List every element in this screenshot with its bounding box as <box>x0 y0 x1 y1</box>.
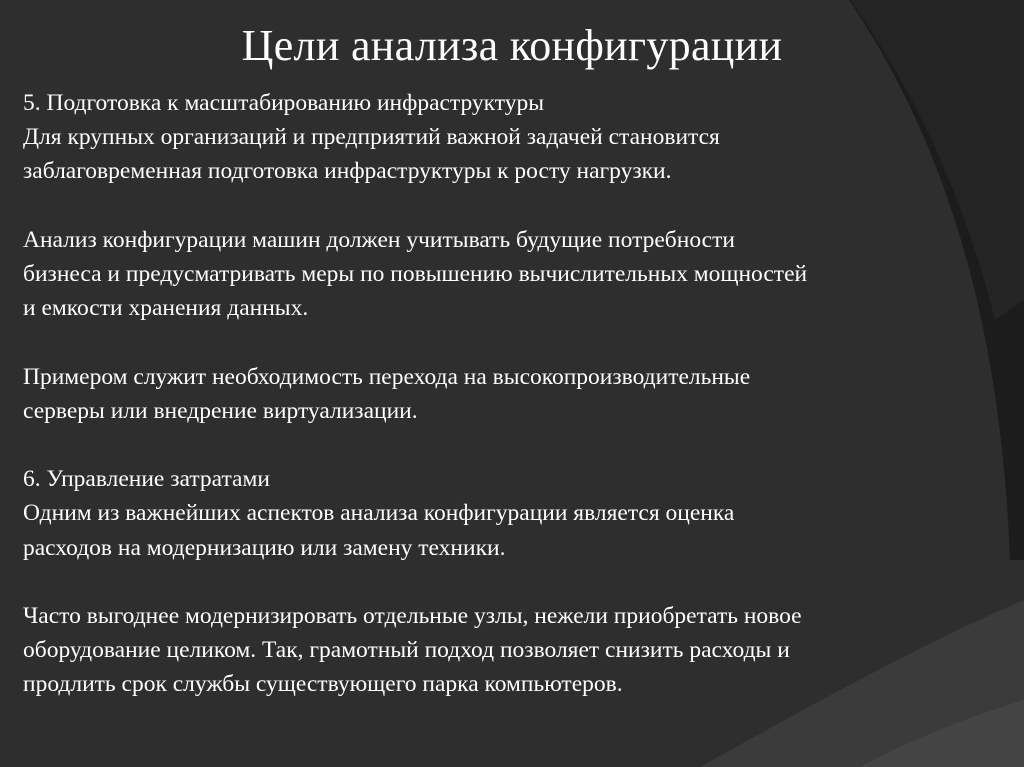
text-line: оборудование целиком. Так, грамотный подход позволяет снизить расходы и <box>23 637 790 664</box>
paragraph-scaling-analysis <box>23 223 1008 326</box>
text-line: Для крупных организаций и предприятий важной задачей становится <box>23 124 720 151</box>
paragraph-gap <box>23 565 1008 599</box>
slide-body <box>23 86 1008 702</box>
text-line: Часто выгоднее модернизировать отдельные узлы, нежели приобретать новое <box>23 602 802 629</box>
slide-title: Цели анализа конфигурации <box>241 21 783 70</box>
text-line: бизнеса и предусматривать меры по повышению вычислительных мощностей <box>23 261 808 287</box>
text-line: заблаговременная подготовка инфраструктуры к росту нагрузки. <box>23 158 672 185</box>
paragraph-cost-details <box>23 599 1008 702</box>
text-line: серверы или внедрение виртуализации. <box>23 397 418 424</box>
text-line: Примером служит необходимость перехода на высокопроизводительные <box>23 363 751 390</box>
paragraph-scaling-example <box>23 360 1008 428</box>
text-line: продлить срок службы существующего парка компьютеров. <box>23 671 623 698</box>
text-line: 5. Подготовка к масштабированию инфраструктуры <box>23 90 545 116</box>
text-line: Одним из важнейших аспектов анализа конфигурации является оценка <box>23 500 735 527</box>
text-line: Анализ конфигурации машин должен учитывать будущие потребности <box>23 226 735 253</box>
text-line: 6. Управление затратами <box>23 466 270 493</box>
paragraph-gap <box>23 189 1008 223</box>
paragraph-gap <box>23 325 1008 359</box>
text-line: расходов на модернизацию или замену техники. <box>23 534 506 561</box>
paragraph-gap <box>23 428 1008 462</box>
text-line: и емкости хранения данных. <box>23 295 309 322</box>
paragraph-scaling-heading <box>23 86 1008 189</box>
paragraph-cost-heading <box>23 462 1008 565</box>
